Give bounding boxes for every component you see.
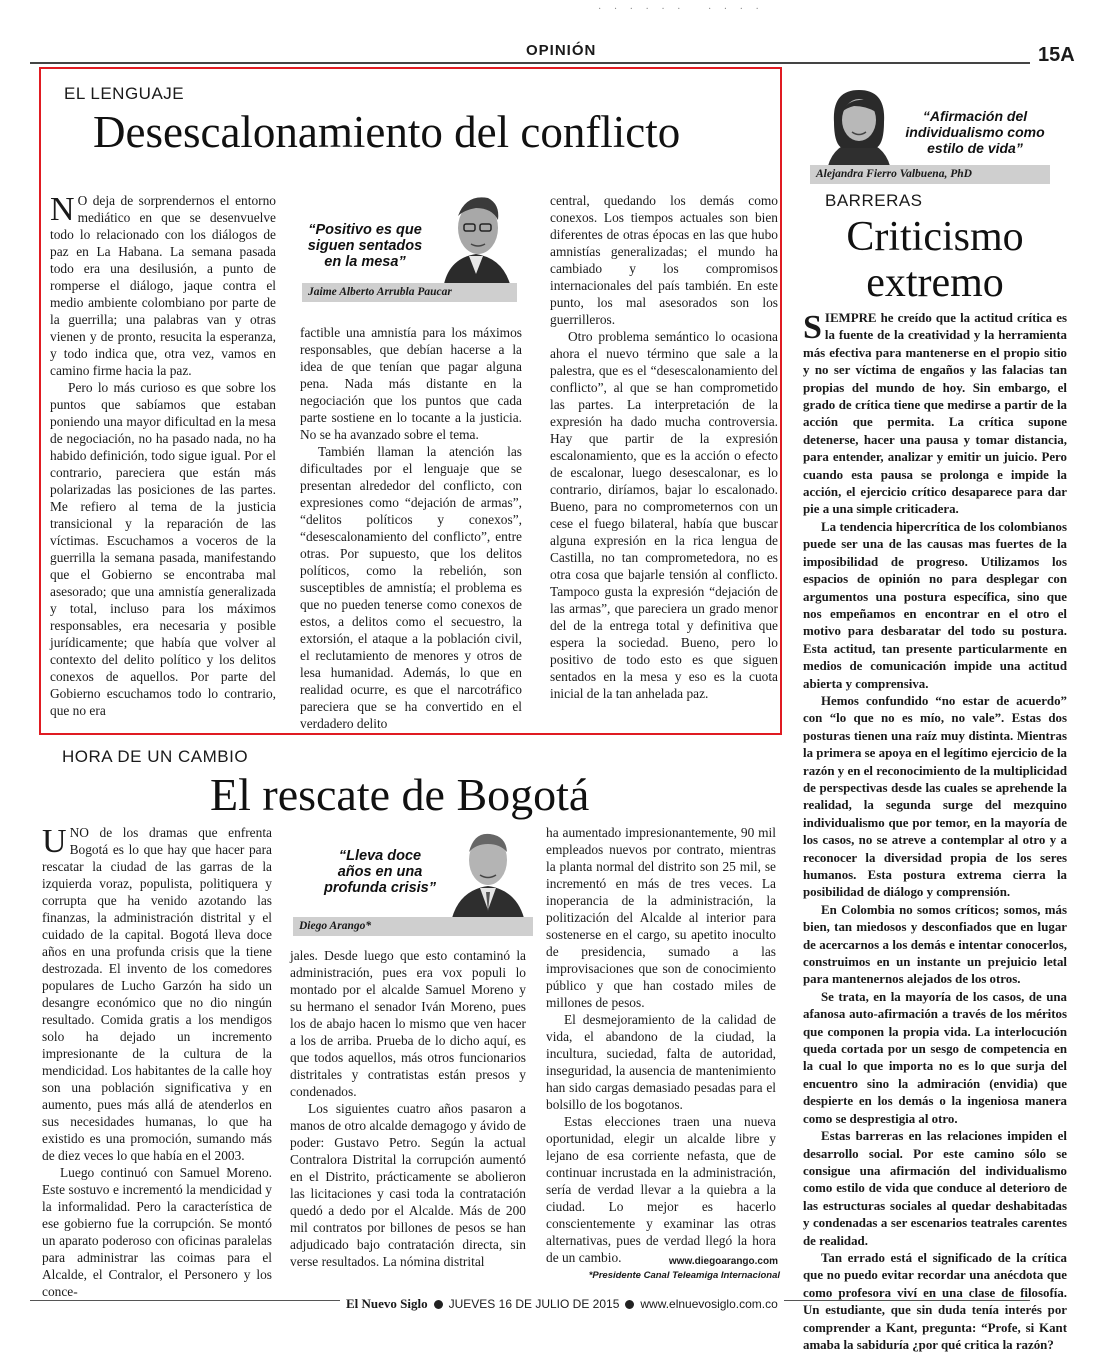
- article2-col1-p1: NO de los dramas que enfrenta Bogotá es lo que hay que hacer para rescatar la ciudad de las garras de la izquierda voraz, populista, politiquera y corrupta que ha venido azotando las finanzas, la administración distrital y el cuidado de la capital. Bogotá lleva doce años en una profunda crisis que la tiene destrozada. El invento de los comedores populares de Lucho Garzón ha sido un desangre económico que no dio ningún resultado. Comida gratis a los mendigos solo ha dejado un incremento impresionante de la cultura de la mendicidad. Los habitantes de la calle hoy son una población significativa y en aumento, pues más allá de atenderlos en sus necesidades humanas, lo que ha existido es una promoción, sumando más de diez veces lo que había en el 2003.: [42, 825, 272, 1163]
- article3-p6: Estas barreras en las relaciones impiden el desarrollo social. Por este camino sólo se consigue una afirmación del individualismo como estilo de vida que conduce al deterioro de las estructuras sociales al quedar deshabitadas y condenadas a ser escenarios teatrales carentes de realidad.: [803, 1129, 1067, 1248]
- author-portrait-fierro: [816, 82, 902, 166]
- article2-pullquote: “Lleva doce años en una profunda crisis”: [324, 848, 436, 896]
- top-dots: · · · · · · · · · ·: [598, 4, 764, 15]
- article2-column-1: [42, 824, 272, 1300]
- article2-col2-p1: jales. Desde luego que esto contaminó la administración, pues era vox populi lo montado por el alcalde Samuel Moreno y su hermano el senador Iván Moreno, pues los de abajo hacen lo mismo que ven hacer a los de arriba. Prueba de lo dicho aquí, es que todos aquellos, más otros funcionarios distritales y contratistas están presos y condenados.: [290, 948, 526, 1099]
- dropcap: U: [42, 823, 67, 860]
- article3-p2: La tendencia hipercrítica de los colombianos puede ser una de las causas mas fuertes de la imposibilidad de progreso. Utilizamos los espacios de opinión no para desplegar con argumentos una postura específica, sino que nos empeñamos en encontrar en el otro el motivo para desbaratar del todo su postura. Esta actitud, tan presente particularmente en medios de comunicación impide una actitud abierta y comprensiva.: [803, 519, 1067, 691]
- author-footnote: *Presidente Canal Teleamiga Internacional: [588, 1270, 780, 1281]
- article3-p7: Tan errado está el significado de la crítica que no puedo evitar recordar una anécdota que como profesora viví en una clase de filosofía. Un estudiante, que sin duda tenía interés por comprender a Kant, pregunta: “Profe, si Kant amaba la sabiduría ¿por qué critica la razón?: [803, 1250, 1067, 1352]
- article1-col1-p1: O deja de sorprendernos el entorno mediático en que se desenvuelve todo lo relacionado con los diálogos de paz en La Habana. La semana pasada todo era una desilusión, a punto de romperse el diálogo, jaque contra el medio ambiente colombiano por parte de la guerrilla; una palabras van y otras vienen y de pronto, resucita la esperanza, y todo indica que, otra vez, vamos en camino firme hacia la paz.: [50, 193, 276, 378]
- footer-brand: El Nuevo Siglo: [346, 1296, 428, 1311]
- article2-col1-p2: Luego continuó con Samuel Moreno. Este sostuvo e incrementó la mendicidad y la informalidad. Pero la característica de ese gobierno fue la corrupción. Se montó un aparato poderoso con oficinas paralelas para administrar las coimas para el Alcalde, el Contralor, el Personero y los conce-: [42, 1165, 272, 1299]
- article1-headline: Desescalonamiento del conflicto: [93, 107, 681, 157]
- article2-kicker: HORA DE UN CAMBIO: [62, 747, 249, 766]
- article1-col3-p2: Otro problema semántico lo ocasiona ahora el nuevo término que sale a la palestra, que es el “desescalonamiento del conflicto”, al que se han comprometido las partes. La interpretación de la expresión ha dado mucha controversia. Hay que partir de la expresión escalonamiento, que es la acción o efecto de escalonar, luego desescalonar, es lo contrario, diríamos, bajar lo escalonado. Bueno, para no comprometernos con un cese el fuego bilateral, había que buscar alguna expresión en la rica lengua de Castilla, no tan comprometedora, no es otra cosa que bajarle tensión al conflicto. Tampoco gusta la expresión “dejación de las armas”, que pareciera un grado menor del de la entrega total y definitiva que espera la sociedad. Bueno, pero lo positivo de todo esto es que siguen sentados en la mesa y eso es la cuota inicial de la tan anhelada paz.: [550, 329, 778, 701]
- dropcap: S: [803, 309, 822, 346]
- article2-byline: Diego Arango*: [293, 917, 533, 936]
- article2-col2-p2: Los siguientes cuatro años pasaron a manos de otro alcalde demagogo y ávido de poder: Gustavo Petro. Según la actual Contralora Distrital la corrupción aumentó en el Distrito, prácticamente se abolieron las licitaciones y casi toda la contratación quedó a dedo por el Alcalde. Más de 200 mil contratos por billones de pesos se han adjudicado bajo contratación directa, sin verse resultados. La nómina distrital: [290, 1101, 526, 1269]
- footer-url: www.elnuevosiglo.com.co: [640, 1297, 778, 1311]
- bullet-icon: [625, 1300, 634, 1309]
- article2-col3-p3: Estas elecciones traen una nueva oportunidad, elegir un alcalde libre y lejano de esa corriente nefasta, que de continuar incrustada en la administración, sería de verdad llevar a la quiebra a la ciudad. Lo mejor es hacerlo conscientemente y examinar las otras alternativas, pues de verdad llegó la hora de un cambio.: [546, 1114, 776, 1265]
- article1-col1-p2: Pero lo más curioso es que sobre los puntos que sabíamos que estaban poniendo una mayor dificultad en la mesa de negociación, no ha pasado nada, no ha habido definición, todo sigue igual. Por el contrario, pareciera que están más polarizadas las posiciones de las partes. Me refiero al tema de la justicia transicional y la reparación de las víctimas. Escuchamos a voceros de la guerrilla la semana pasada, manifestando que el Gobierno se encontraba mal asesorado; que una amnistía generalizada y total, incluso para los máximos responsables, era necesaria y posible jurídicamente; que había que volver al contexto del delito político y los delitos conexos de aquellos. Por parte del Gobierno escuchamos todo lo contrario, que no era: [50, 380, 276, 718]
- article1-col3-p1: central, quedando los demás como conexos. Los tiempos actuales son bien diferentes de otras épocas en las que hubo amnistías generalizadas; el mundo ha cambiado y los compromisos internacionales del país también. En este punto, los mal asesorados son los guerrilleros.: [550, 193, 778, 327]
- author-portrait-arrubla: [436, 186, 516, 284]
- article2-column-3: [546, 824, 776, 1266]
- dropcap: N: [50, 191, 75, 228]
- article1-column-1: [50, 192, 276, 719]
- article3-kicker: BARRERAS: [825, 191, 923, 210]
- article3-p5: Se trata, en la mayoría de los casos, de una afanosa auto-afirmación a través de los méritos que componen la propia vida. La interlocución queda cortada por un sesgo de competencia en la cual lo que importa no es lo que surja del encuentro sino la admiración (envidia) que despierte en los demás o la ingeniosa manera como se desprestigia al otro.: [803, 989, 1067, 1126]
- article1-col2-p1: factible una amnistía para los máximos responsables, que debían hacerse a la idea de que tenían que pagar alguna pena. Nada más distante en la negociación que los puntos que cada parte sostiene en lo tocante a la justicia. No se ha avanzado sobre el tema.: [300, 325, 522, 442]
- article3-p1: IEMPRE he creído que la actitud crítica es la fuente de la creatividad y la herramienta más efectiva para mantenerse en el propio sitio y no ser víctima de engaños y las falacias tan propias del mundo de hoy. Sin embargo, el grado de crítica tiene que medirse a partir de la acción que permita. La crítica supone detenerse, hacer una pausa y tomar distancia, para entender, analizar y emitir un juicio. Pero cuando esta pausa se prolonga e impide la acción, el ejercicio crítico desaparece para dar pie a una simple criticadera.: [803, 311, 1067, 517]
- article3-byline: Alejandra Fierro Valbuena, PhD: [810, 165, 1050, 184]
- page-number: 15A: [1034, 44, 1075, 67]
- article2-col3-p2: El desmejoramiento de la calidad de vida, el abandono de la ciudad, la incultura, suciedad, falta de autoridad, inseguridad, la ausencia de mantenimiento han sido cargas demasiado pesadas para el bolsillo de los bogotanos.: [546, 1012, 776, 1112]
- author-website: www.diegoarango.com: [668, 1256, 778, 1267]
- article3-p3: Hemos confundido “no estar de acuerdo” con “lo que no es mío, no vale”. Estas dos posturas tienen una raíz muy distinta. Mientras la primera se apoya en el legítimo ejercicio de la razón y en el reconocimiento de la multiplicidad de perspectivas desde las cuales se aprehende la realidad, la segunda surge del mezquino individualismo que por temor, en la mayoría de los casos, no se atreve a contemplar al otro y a reconocer la diversidad propia de los seres humanos. Esta postura extrema cierra la posibilidad de diálogo y comprensión.: [803, 693, 1067, 900]
- header-rule: [30, 62, 1030, 64]
- article2-headline: El rescate de Bogotá: [210, 769, 590, 820]
- author-portrait-arango: [446, 820, 530, 918]
- page-footer: [340, 1296, 784, 1312]
- article1-kicker: EL LENGUAJE: [64, 84, 185, 103]
- bullet-icon: [434, 1300, 443, 1309]
- article3-p4: En Colombia no somos críticos; somos, más bien, tan miedosos y desconfiados que en lugar de acercarnos a los demás e intentar conocerlos, construimos en un instante un prejuicio letal para mantenernos alejados de los otros.: [803, 902, 1067, 987]
- article3-column: [803, 310, 1067, 1354]
- article2-column-2: [290, 947, 526, 1270]
- article1-column-3: [550, 192, 778, 702]
- section-title: OPINIÓN: [520, 42, 602, 59]
- article3-headline: Criticismo extremo: [846, 214, 1024, 306]
- article1-pullquote: “Positivo es que siguen sentados en la mesa”: [307, 222, 423, 270]
- article2-col3-p1: ha aumentado impresionantemente, 90 mil empleados nuevos por contrato, mientras la planta normal del distrito son 25 mil, se incrementó en más de tres veces. La inoperancia de la administración, la politización del Alcalde al interior para sostenerse en el cargo, su apetito inoculto de presidencia, sumado a las improvisaciones que son de conocimiento público y que han costado miles de millones de pesos.: [546, 825, 776, 1010]
- article1-column-2: [300, 324, 522, 732]
- footer-date: JUEVES 16 DE JULIO DE 2015: [448, 1297, 620, 1311]
- article1-byline: Jaime Alberto Arrubla Paucar: [302, 283, 517, 302]
- article1-col2-p2: También llaman la atención las dificultades por el lenguaje que se presentan alrededor del conflicto, con expresiones como “dejación de armas”, “delitos políticos y conexos”, “desescalonamiento del conflicto”, entre otras. Por supuesto, que los delitos políticos, como la rebelión, son susceptibles de amnistía; el problema es que no pueden tenerse como conexos de estos, a delitos como el secuestro, la extorsión, el ataque a la población civil, el reclutamiento de menores y otros de lesa humanidad. Además, lo que en realidad ocurre, es que el narcotráfico pareciera que se ha convertido en el verdadero delito: [300, 444, 522, 731]
- article3-pullquote: “Afirmación del individualismo como estilo de vida”: [905, 108, 1045, 156]
